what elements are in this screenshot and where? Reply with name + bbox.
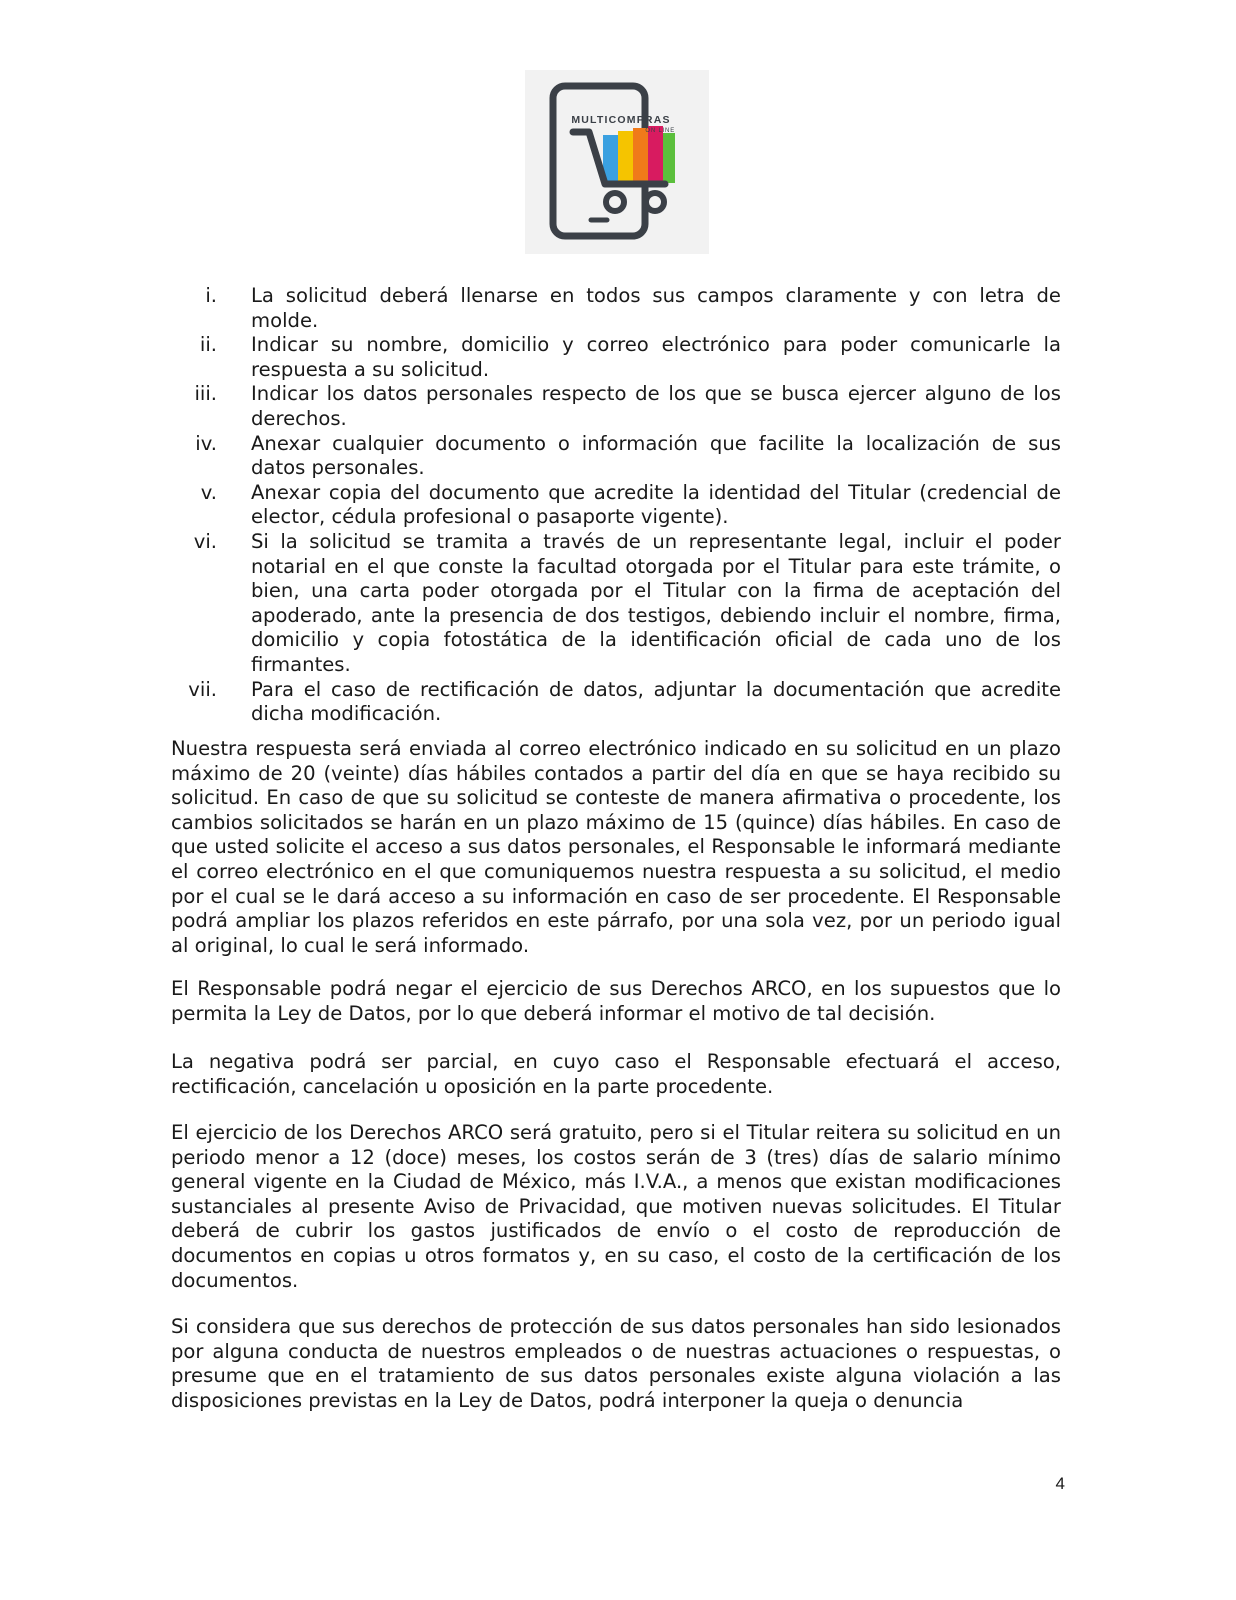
list-item (171, 333, 1061, 382)
brand-name: MULTICOMPRAS (571, 114, 671, 126)
color-bar (648, 126, 663, 183)
list-item (171, 481, 1061, 530)
cart-wheel (646, 193, 664, 211)
list-item-number: iv. (195, 431, 217, 455)
brand-tagline: ON LINE (645, 128, 675, 134)
list-item-number: ii. (199, 333, 217, 357)
paragraph-response-timeline: Nuestra respuesta será enviada al correo electrónico indicado en su solicitud en un plazo máximo de 20 (veinte) días hábiles contados a partir del día en que se haya recibido su solicitud. En caso de que su solicitud se conteste de manera afirmativa o procedente, los cambios solicitados se harán en un plazo máximo de 15 (quince) días hábiles. En caso de que usted solicite el acceso a sus datos personales, el Responsable le informará mediante el correo electrónico en el que comuniquemos nuestra respuesta a su solicitud, el medio por el cual se le dará acceso a su información en caso de ser procedente. El Responsable podrá ampliar los plazos referidos en este párrafo, por una sola vez, por un periodo igual al original, lo cual le será informado. (171, 737, 1061, 957)
list-item-text: Anexar copia del documento que acredite la identidad del Titular (credencial de elector, cédula profesional o pasaporte vigente). (251, 480, 1061, 529)
company-logo (525, 70, 709, 254)
list-item-text: Indicar su nombre, domicilio y correo electrónico para poder comunicarle la respuesta a su solicitud. (251, 333, 1061, 381)
color-bar (663, 133, 675, 183)
shopping-cart-in-phone-icon (525, 70, 709, 254)
cart-wheel (606, 193, 624, 211)
color-bar (633, 128, 648, 183)
requirements-list (171, 284, 1061, 727)
list-item-number: vii. (188, 677, 217, 701)
paragraph-costs: El ejercicio de los Derechos ARCO será gratuito, pero si el Titular reitera su solicitud en un periodo menor a 12 (doce) meses, los costos serán de 3 (tres) días de salario mínimo general vigente en la Ciudad de México, más I.V.A., a menos que existan modificaciones sustanciales al presente Aviso de Privacidad, que motiven nuevas solicitudes. El Titular deberá de cubrir los gastos justificados de envío o el costo de reproducción de documentos en copias u otros formatos y, en su caso, el costo de la certificación de los documentos. (171, 1121, 1061, 1292)
paragraph-partial-denial: La negativa podrá ser parcial, en cuyo caso el Responsable efectuará el acceso, rectificación, cancelación u oposición en la parte procedente. (171, 1050, 1061, 1098)
list-item-number: v. (200, 480, 217, 504)
color-bar (618, 131, 633, 183)
list-item (171, 432, 1061, 481)
list-item-text: Si la solicitud se tramita a través de un representante legal, incluir el poder notarial en el que conste la facultad otorgada por el Titular para este trámite, o bien, una carta poder otorgada por el Titular con la firma de aceptación del apoderado, ante la presencia de dos testigos, debiendo incluir el nombre, firma, domicilio y copia fotostática de la identificación oficial de cada uno de los firmantes. (251, 529, 1061, 676)
list-item-text: Anexar cualquier documento o información que facilite la localización de sus datos personales. (251, 431, 1061, 480)
list-item-text: Para el caso de rectificación de datos, adjuntar la documentación que acredite dicha modificación. (251, 677, 1061, 726)
paragraph-denial: El Responsable podrá negar el ejercicio de sus Derechos ARCO, en los supuestos que lo permita la Ley de Datos, por lo que deberá informar el motivo de tal decisión. (171, 977, 1061, 1025)
list-item-number: i. (205, 284, 217, 307)
list-item (171, 284, 1061, 333)
list-item-number: iii. (194, 382, 217, 406)
list-item-text: La solicitud deberá llenarse en todos sus campos claramente y con letra de molde. (251, 284, 1061, 332)
list-item (171, 530, 1061, 678)
color-bars (603, 126, 675, 183)
page-number: 4 (1055, 1474, 1065, 1493)
list-item (171, 678, 1061, 727)
list-item-text: Indicar los datos personales respecto de los que se busca ejercer alguno de los derechos. (251, 382, 1061, 430)
list-item-number: vi. (193, 529, 217, 553)
list-item (171, 382, 1061, 431)
paragraph-complaints: Si considera que sus derechos de protección de sus datos personales han sido lesionados por alguna conducta de nuestros empleados o de nuestras actuaciones o respuestas, o presume que en el tratamiento de sus datos personales existe alguna violación a las disposiciones previstas en la Ley de Datos, podrá interponer la queja o denuncia (171, 1315, 1061, 1412)
